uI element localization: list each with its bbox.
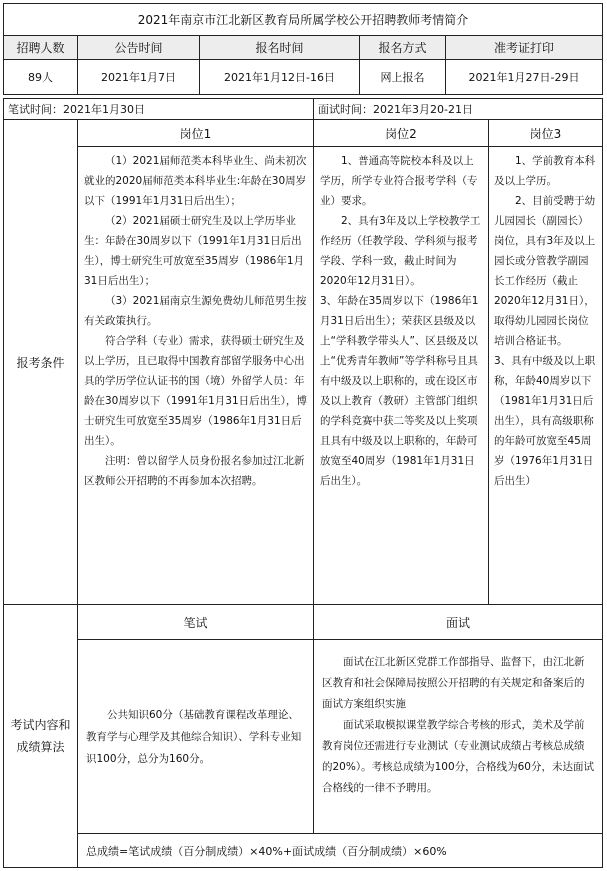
position-1-item: （1）2021届师范类本科毕业生、尚未初次就业的2020届师范类本科毕业生:年龄在30周岁以下（1991年1月31日后出生）；: [84, 155, 307, 207]
position-2-item: 2、具有3年及以上学校教学工作经历（任教学段、学科须与报考学段、学科一致，截止时间为2020年12月31日）。: [320, 215, 481, 287]
interview-header: 面试: [313, 604, 603, 640]
position-1-requirements: [77, 146, 314, 605]
written-header: 笔试: [77, 604, 314, 640]
position-3-title: 岗位3: [488, 119, 603, 147]
total-score-formula: 总成绩=笔试成绩（百分制成绩）×40%+面试成绩（百分制成绩）×60%: [77, 833, 603, 868]
position-2-title: 岗位2: [313, 119, 489, 147]
position-3-item: 2、目前受聘于幼儿园园长（副园长）岗位，具有3年及以上园长或分管教学副园长工作经历（截止2020年12月31日），取得幼儿园园长岗位培训合格证书。: [494, 195, 596, 347]
header-register-method: 报名方式: [359, 35, 446, 60]
header-register-date: 报名时间: [199, 35, 360, 60]
position-3-item: 3、具有中级及以上职称，年龄40周岁以下（1981年1月31日后出生），具有高级职称的年龄可放宽至45周岁（1976年1月31日后出生）: [494, 355, 596, 487]
position-1-title: 岗位1: [77, 119, 314, 147]
position-1-item: 符合学科（专业）需求，获得硕士研究生及以上学历，且已取得中国教育部留学服务中心出具的学历学位认证书的国（境）外留学人员：年龄在30周岁以下（1991年1月31日后出生），博士研究生可放宽至35周岁（1986年1月31日后出生）。: [84, 335, 307, 447]
interview-item: 面试在江北新区党群工作部指导、监督下，由江北新区教育和社会保障局按照公开招聘的有关规定和备案后的面试方案组织实施: [322, 656, 585, 710]
header-announce-date: 公告时间: [77, 35, 200, 60]
position-1-item: 注明：曾以留学人员身份报名参加过江北新区教师公开招聘的不再参加本次招聘。: [84, 455, 305, 487]
value-admission-print: 2021年1月27日-29日: [445, 59, 603, 95]
written-exam-time: 笔试时间：2021年1月30日: [3, 98, 314, 120]
page-title: 2021年南京市江北新区教育局所属学校公开招聘教师考情简介: [3, 3, 603, 36]
position-2-item: 3、年龄在35周岁以下（1986年1月31日后出生）；荣获区县级及以上“学科教学带头人”、区县级及以上“优秀青年教师”等学科称号且具有中级及以上职称的，或在设区市及以上教育（教研）主管部门组织的学科竞赛中获二等奖及以上奖项且具有中级及以上职称的，年龄可放宽至40周岁（1981年1月31日后出生）。: [320, 295, 479, 487]
value-recruit-count: 89人: [3, 59, 78, 95]
position-2-requirements: [313, 146, 489, 605]
interview-time: 面试时间：2021年3月20-21日: [313, 98, 603, 120]
scoring-label: 考试内容和成绩算法: [3, 604, 78, 868]
interview-content: [313, 639, 603, 834]
header-admission-print: 准考证打印: [445, 35, 603, 60]
value-announce-date: 2021年1月7日: [77, 59, 200, 95]
written-text: 公共知识60分（基础教育课程改革理论、教育学与心理学及其他综合知识）、学科专业知识100分，总分为160分。: [86, 708, 302, 765]
position-2-item: 1、普通高等院校本科及以上学历，所学专业符合报考学科（专业）要求。: [320, 155, 478, 207]
position-3-item: 1、学前教育本科及以上学历。: [494, 155, 596, 187]
value-register-date: 2021年1月12日-16日: [199, 59, 360, 95]
header-recruit-count: 招聘人数: [3, 35, 78, 60]
requirements-label: 报考条件: [3, 119, 78, 605]
position-3-requirements: [488, 146, 603, 605]
value-register-method: 网上报名: [359, 59, 446, 95]
position-1-item: （3）2021届南京生源免费幼儿师范男生按有关政策执行。: [84, 295, 307, 327]
written-content: [77, 639, 314, 834]
interview-item: 面试采取模拟课堂教学综合考核的形式，美术及学前教育岗位还需进行专业测试（专业测试成绩占考核总成绩的20%）。考核总成绩为100分，合格线为60分，未达面试合格线的一律不予聘用。: [322, 719, 594, 794]
position-1-item: （2）2021届硕士研究生及以上学历毕业生：年龄在30周岁以下（1991年1月31日后出生），博士研究生可放宽至35周岁（1986年1月31日后出生）；: [84, 215, 305, 287]
